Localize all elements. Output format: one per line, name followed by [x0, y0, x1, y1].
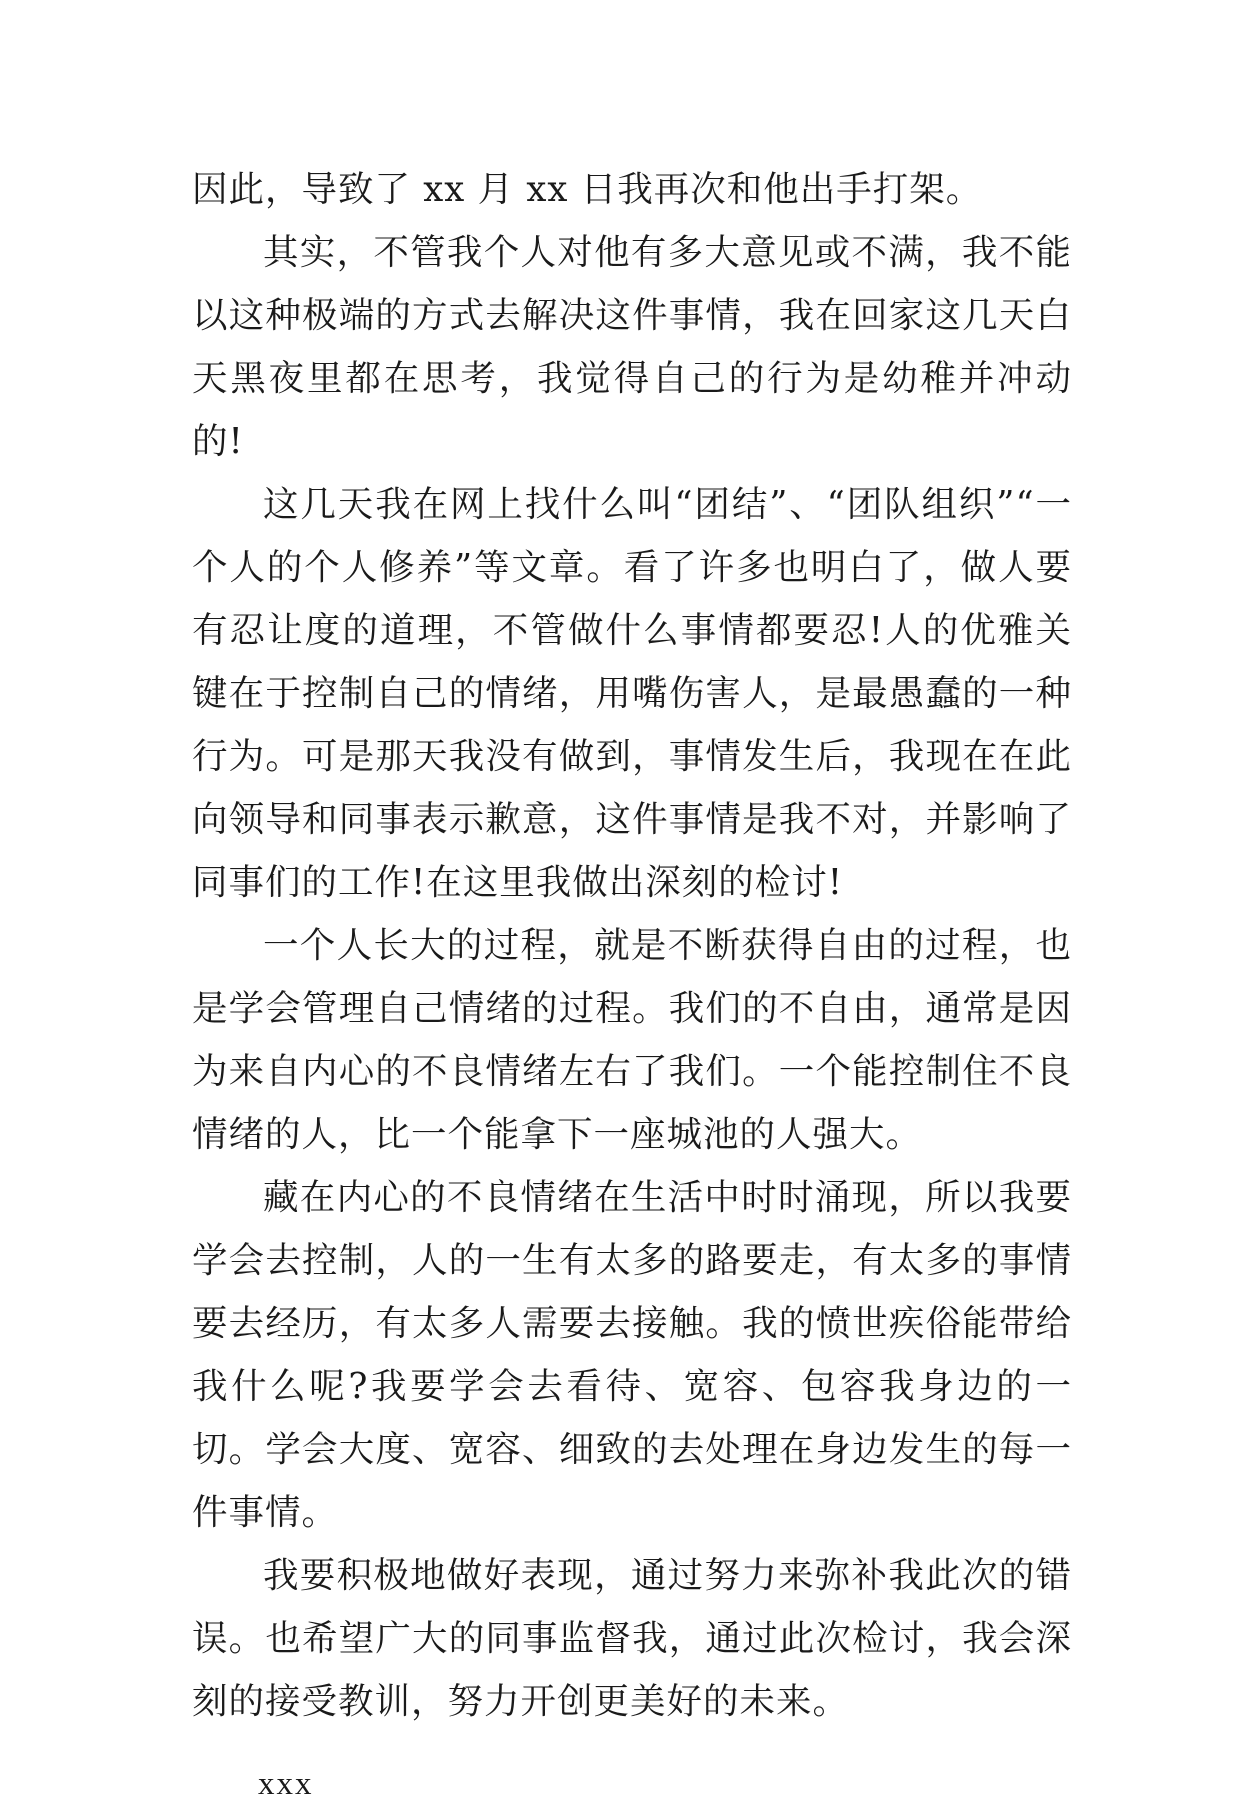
paragraph-3: 这几天我在网上找什么叫“团结”、“团队组织”“一个人的个人修养”等文章。看了许多也明白了，做人要有忍让度的道理，不管做什么事情都要忍!人的优雅关键在于控制自己的情绪，用嘴伤害人，是最愚蠢的一种行为。可是那天我没有做到，事情发生后，我现在在此向领导和同事表示歉意，这件事情是我不对，并影响了同事们的工作!在这里我做出深刻的检讨! [192, 484, 1072, 903]
paragraph-5: 藏在内心的不良情绪在生活中时时涌现，所以我要学会去控制，人的一生有太多的路要走，有太多的事情要去经历，有太多人需要去接触。我的愤世疾俗能带给我什么呢?我要学会去看待、宽容、包容我身边的一切。学会大度、宽容、细致的去处理在身边发生的每一件事情。 [192, 1177, 1072, 1533]
paragraph-2: 其实，不管我个人对他有多大意见或不满，我不能以这种极端的方式去解决这件事情，我在回家这几天白天黑夜里都在思考，我觉得自己的行为是幼稚并冲动的! [192, 232, 1072, 462]
document-body [192, 158, 1072, 1816]
paragraph-6: 我要积极地做好表现，通过努力来弥补我此次的错误。也希望广大的同事监督我，通过此次检讨，我会深刻的接受教训，努力开创更美好的未来。 [192, 1555, 1072, 1722]
paragraph-1: 因此，导致了 xx 月 xx 日我再次和他出手打架。 [192, 169, 983, 210]
paragraph-4: 一个人长大的过程，就是不断获得自由的过程，也是学会管理自己情绪的过程。我们的不自由，通常是因为来自内心的不良情绪左右了我们。一个能控制住不良情绪的人，比一个能拿下一座城池的人强大。 [192, 925, 1072, 1155]
signature: xxx [258, 1766, 314, 1802]
